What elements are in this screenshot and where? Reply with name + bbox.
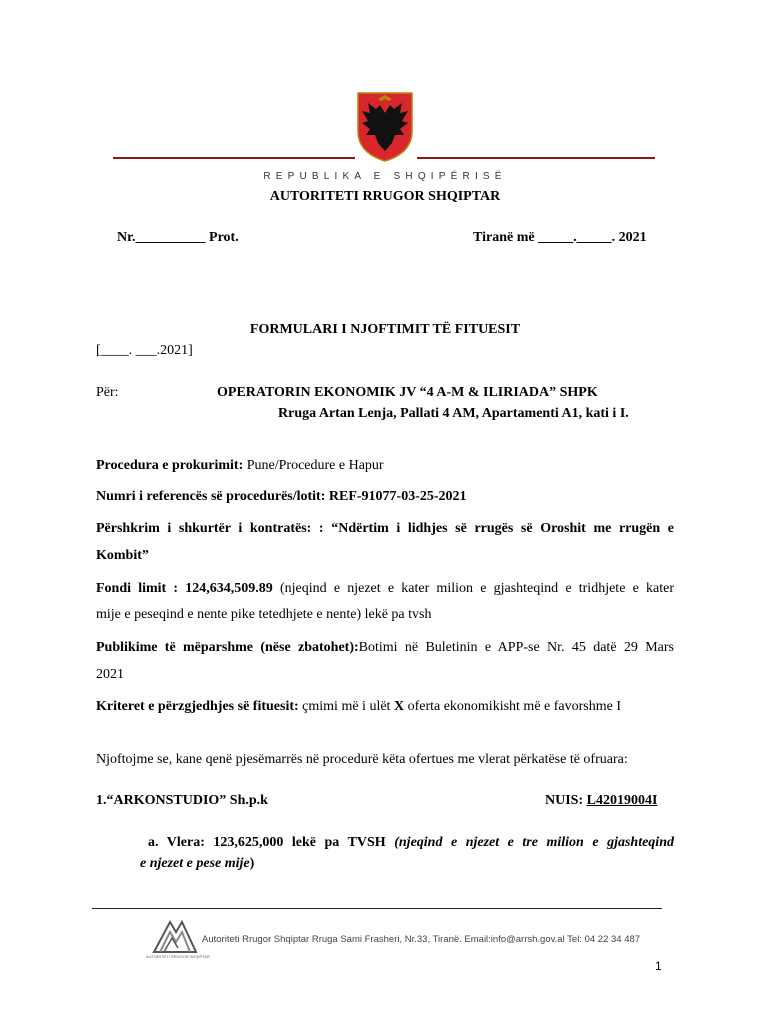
- recipient-address: Rruga Artan Lenja, Pallati 4 AM, Apartamenti A1, kati i I.: [278, 406, 629, 421]
- description-line: [96, 518, 674, 540]
- reference-label: Numri i referencës së procedurës/lotit:: [96, 489, 326, 504]
- protocol-number: Nr.__________ Prot.: [117, 230, 239, 245]
- procedure-label: Procedura e prokurimit:: [96, 458, 244, 473]
- fund-value-cont: mije e peseqind e nente pike tetedhjete e nente) lekë pa tvsh: [96, 607, 432, 622]
- page-number: 1: [655, 959, 662, 973]
- criteria-label: Kriteret e përzgjedhjes së fituesit:: [96, 699, 299, 714]
- fund-line: [96, 578, 674, 600]
- bid-value-line: [140, 832, 674, 854]
- logo-caption: AUTORITETI RRUGOR SHQIPTAR: [146, 954, 210, 959]
- criteria-line: [96, 696, 621, 718]
- bid-value-words-close: ): [249, 856, 255, 871]
- description-value: : “Ndërtim i lidhjes së rrugës së Oroshit me rrugën e: [311, 521, 675, 536]
- prev-pub-line: [96, 637, 674, 659]
- nuis-label: NUIS:: [545, 793, 587, 808]
- nuis-value: L42019004I: [586, 793, 658, 808]
- header-rule-left: [113, 157, 355, 159]
- bid-value-label: a. Vlera: 123,625,000 lekë pa TVSH: [148, 835, 386, 850]
- bid-value-words-cont-line: [140, 853, 254, 875]
- fund-label: Fondi limit : 124,634,509.89: [96, 581, 273, 596]
- reference-line: [96, 486, 467, 508]
- description-value-cont: Kombit”: [96, 548, 149, 563]
- bidder-nuis: [545, 790, 657, 812]
- recipient-name: OPERATORIN EKONOMIK JV “4 A-M & ILIRIADA” SHPK: [217, 385, 598, 400]
- prev-pub-value-cont: 2021: [96, 667, 124, 682]
- footer-rule: [92, 908, 662, 909]
- criteria-value-economic: oferta ekonomikisht më e favorshme I: [404, 699, 621, 714]
- criteria-value-lowest-price: çmimi më i ulët: [298, 699, 394, 714]
- bid-value-words: (njeqind e njezet e tre milion e gjashteqind: [394, 835, 674, 850]
- criteria-selected-mark: X: [393, 699, 405, 714]
- bidder-name: 1.“ARKONSTUDIO” Sh.p.k: [96, 793, 268, 808]
- coat-of-arms-icon: [356, 91, 414, 163]
- form-date-placeholder: [____. ___.2021]: [96, 343, 193, 358]
- prev-pub-value: Botimi në Buletinin e APP-se Nr. 45 datë 29 Mars: [358, 640, 674, 655]
- fund-value: (njeqind e njezet e kater milion e gjashteqind e tridhjete e kater: [272, 581, 674, 596]
- procedure-line: [96, 455, 384, 477]
- republic-title: REPUBLIKA E SHQIPËRISË: [263, 171, 507, 182]
- footer-address: Autoriteti Rrugor Shqiptar Rruga Sami Frasheri, Nr.33, Tiranë. Email:info@arrsh.gov.al Tel: 04 22 34 487: [202, 934, 641, 945]
- form-title: FORMULARI I NJOFTIMIT TË FITUESIT: [249, 322, 521, 337]
- document-date: Tiranë më _____._____. 2021: [473, 230, 647, 245]
- procedure-value: Pune/Procedure e Hapur: [243, 458, 384, 473]
- prev-pub-label: Publikime të mëparshme (nëse zbatohet):: [96, 640, 359, 655]
- description-label: Përshkrim i shkurtër i kontratës:: [96, 521, 312, 536]
- reference-value: REF-91077-03-25-2021: [325, 489, 467, 504]
- bid-value-words-cont: e njezet e pese mije: [140, 856, 250, 871]
- recipient-label: Për:: [96, 385, 119, 400]
- header-rule-right: [417, 157, 655, 159]
- participants-intro: Njoftojme se, kane qenë pjesëmarrës në procedurë këta ofertues me vlerat përkatëse të ofruara:: [96, 752, 628, 767]
- authority-title: AUTORITETI RRUGOR SHQIPTAR: [269, 189, 501, 204]
